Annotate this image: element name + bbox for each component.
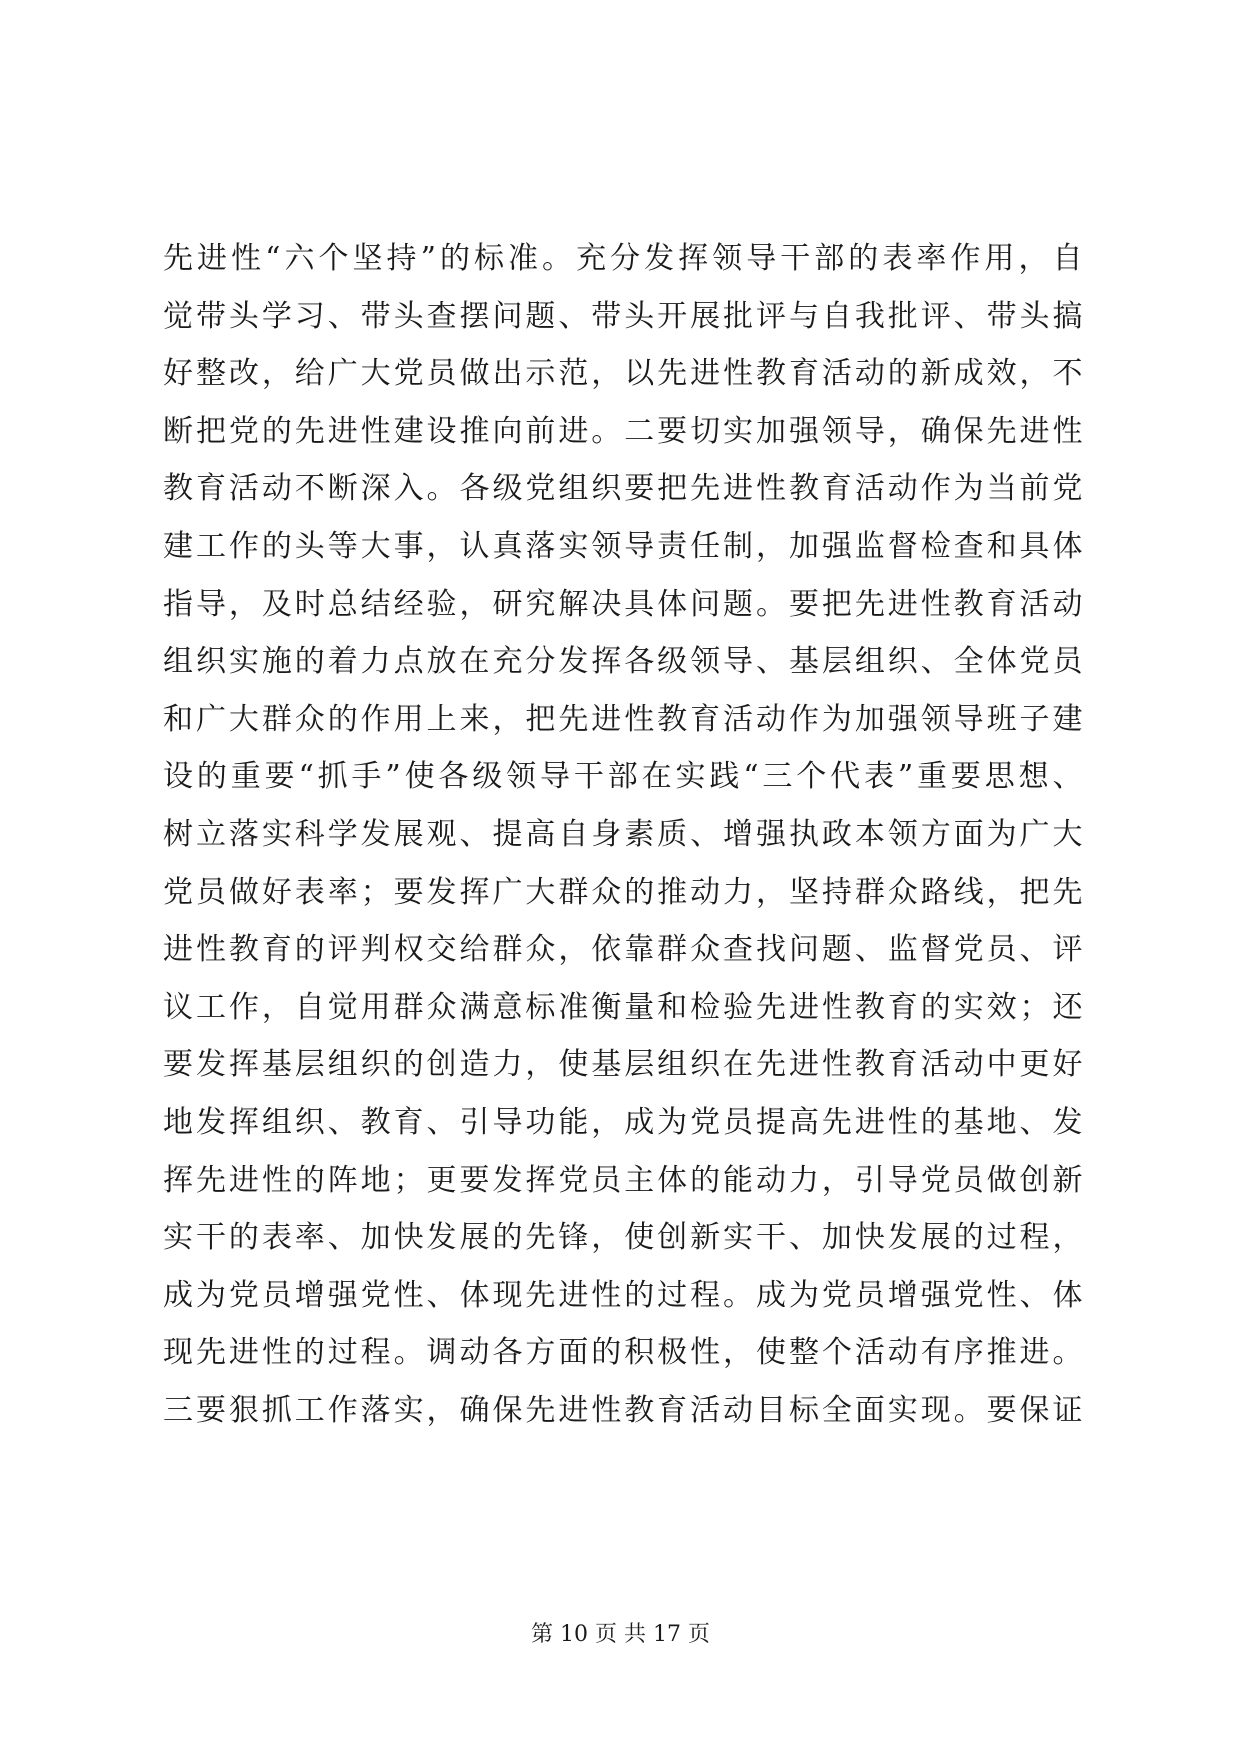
text-line: 教育活动不断深入。各级党组织要把先进性教育活动作为当前党 [163,471,1083,507]
text-line: 三要狠抓工作落实，确保先进性教育活动目标全面实现。要保证 [163,1392,1083,1428]
text-line: 先进性“六个坚持”的标准。充分发挥领导干部的表率作用，自 [163,241,1083,276]
text-line: 断把党的先进性建设推向前进。二要切实加强领导，确保先进性 [163,413,1083,449]
text-line: 进性教育的评判权交给群众，依靠群众查找问题、监督党员、评 [163,932,1083,968]
text-line: 指导，及时总结经验，研究解决具体问题。要把先进性教育活动 [163,586,1083,622]
text-line: 实干的表率、加快发展的先锋，使创新实干、加快发展的过程， [163,1220,1083,1256]
text-line: 现先进性的过程。调动各方面的积极性，使整个活动有序推进。 [163,1335,1083,1371]
text-line: 觉带头学习、带头查摆问题、带头开展批评与自我批评、带头搞 [163,298,1083,334]
text-line: 挥先进性的阵地；更要发挥党员主体的能动力，引导党员做创新 [163,1162,1083,1198]
text-line: 议工作，自觉用群众满意标准衡量和检验先进性教育的实效；还 [163,989,1083,1025]
text-line: 成为党员增强党性、体现先进性的过程。成为党员增强党性、体 [163,1277,1083,1313]
text-line: 党员做好表率；要发挥广大群众的推动力，坚持群众路线，把先 [163,874,1083,910]
text-line: 和广大群众的作用上来，把先进性教育活动作为加强领导班子建 [163,701,1083,737]
body-paragraph [163,230,1083,1439]
page-number-footer: 第 10 页 共 17 页 [531,1622,710,1647]
text-line: 建工作的头等大事，认真落实领导责任制，加强监督检查和具体 [163,528,1083,564]
text-line: 树立落实科学发展观、提高自身素质、增强执政本领方面为广大 [163,816,1083,852]
text-line: 好整改，给广大党员做出示范，以先进性教育活动的新成效，不 [163,356,1083,392]
text-line: 设的重要“抓手”使各级领导干部在实践“三个代表”重要思想、 [163,759,1083,795]
text-line: 组织实施的着力点放在充分发挥各级领导、基层组织、全体党员 [163,644,1083,680]
text-line: 要发挥基层组织的创造力，使基层组织在先进性教育活动中更好 [163,1047,1083,1083]
text-line: 地发挥组织、教育、引导功能，成为党员提高先进性的基地、发 [163,1104,1083,1140]
